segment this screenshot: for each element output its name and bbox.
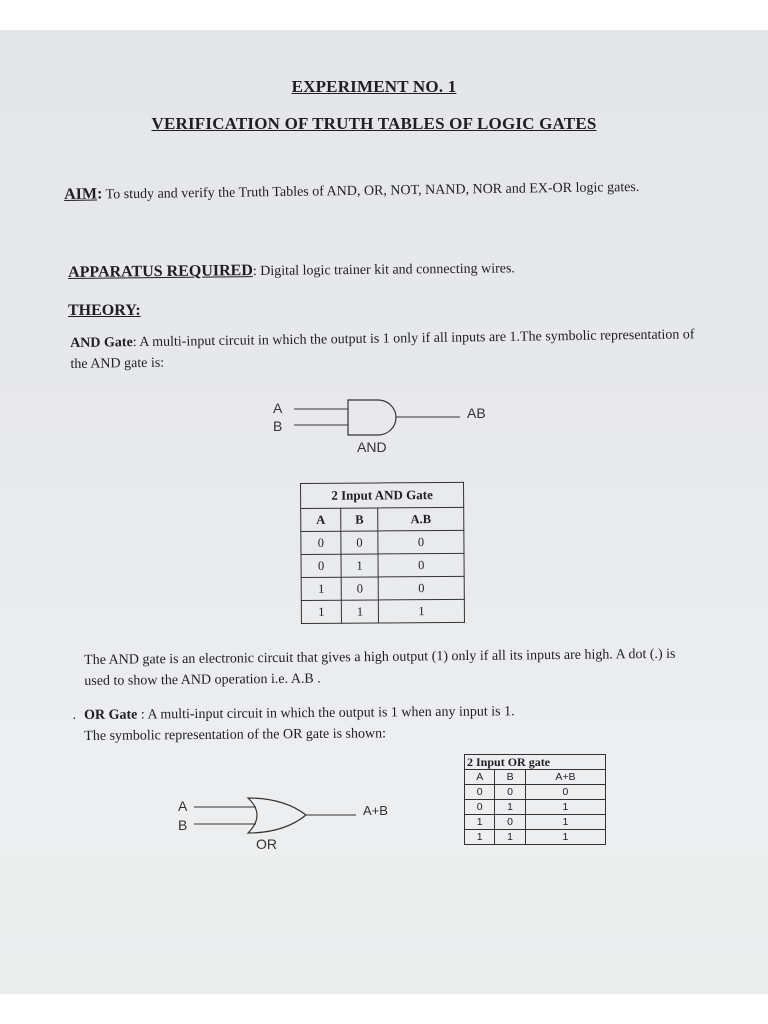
and-gate-label: AND Gate: [70, 335, 133, 351]
table-row: [465, 830, 606, 845]
or-gate-label: OR Gate: [84, 707, 138, 723]
table-cell: 1: [301, 577, 341, 600]
experiment-number: EXPERIMENT NO. 1: [291, 77, 457, 96]
and-gate-description: The AND gate is an electronic circuit that gives a high output (1) only if all its inputs are high. A dot (.) is used to show the AND operation i.e. A.B .: [84, 646, 676, 689]
and-gate-intro: [70, 324, 701, 375]
and-gate-symbol: [260, 395, 500, 465]
or-input-a-label: A: [178, 798, 188, 814]
image-top-border: [0, 0, 768, 30]
table-row: [465, 800, 606, 815]
and-symbol-name: AND: [357, 439, 387, 455]
and-output-label: AB: [467, 405, 486, 421]
or-symbol-name: OR: [256, 836, 277, 852]
table-cell: 1: [495, 830, 525, 845]
table-cell: 0: [341, 531, 378, 554]
table-cell: 1: [465, 815, 495, 830]
table-cell: 0: [378, 576, 464, 600]
or-table-header: A+B: [525, 770, 605, 785]
or-gate-intro: [84, 700, 704, 747]
table-cell: 0: [301, 554, 341, 577]
or-table-caption: 2 Input OR gate: [465, 755, 606, 770]
table-cell: 0: [525, 785, 605, 800]
table-cell: 0: [378, 530, 464, 554]
and-input-a-label: A: [273, 400, 283, 416]
or-table-header: B: [495, 770, 525, 785]
apparatus-colon: :: [252, 264, 257, 280]
table-cell: 1: [301, 600, 341, 623]
table-cell: 0: [465, 800, 495, 815]
table-cell: 1: [525, 830, 605, 845]
or-gate-intro-text: : A multi-input circuit in which the output is 1 when any input is 1.: [137, 704, 515, 723]
aim-colon: :: [96, 185, 103, 203]
table-row: [301, 530, 464, 554]
table-cell: 1: [525, 815, 605, 830]
table-cell: 0: [378, 553, 464, 577]
page-title: VERIFICATION OF TRUTH TABLES OF LOGIC GATES: [151, 114, 597, 133]
theory-colon: :: [135, 302, 141, 319]
table-cell: 1: [495, 800, 525, 815]
or-gate-intro-line2: The symbolic representation of the OR gate is shown:: [84, 726, 387, 744]
table-cell: 1: [341, 600, 378, 623]
and-truth-table: [300, 482, 465, 624]
table-row: [465, 815, 606, 830]
apparatus-text: Digital logic trainer kit and connecting wires.: [256, 261, 515, 280]
table-row: [465, 785, 606, 800]
theory-heading: [68, 302, 141, 320]
table-cell: 1: [379, 599, 465, 623]
table-cell: 1: [465, 830, 495, 845]
and-input-b-label: B: [273, 418, 283, 434]
aim-label: AIM: [64, 185, 98, 203]
or-bullet: ·: [72, 712, 77, 727]
image-bottom-border: [0, 994, 768, 1024]
table-row: [301, 599, 464, 623]
table-cell: 0: [341, 577, 378, 600]
table-cell: 0: [495, 785, 525, 800]
and-table-caption: 2 Input AND Gate: [301, 482, 464, 508]
table-row: [301, 576, 464, 600]
and-gate-intro-text: : A multi-input circuit in which the output is 1 only if all inputs are 1.The symbolic representation of the AND gate is:: [70, 327, 695, 372]
table-cell: 0: [301, 531, 341, 554]
or-input-b-label: B: [178, 817, 188, 833]
and-table-header: B: [341, 508, 378, 531]
table-cell: 0: [465, 785, 495, 800]
or-table-header: A: [465, 770, 495, 785]
or-truth-table: [464, 754, 606, 845]
table-row: [301, 553, 464, 577]
or-gate-symbol: [170, 795, 420, 860]
apparatus-label: APPARATUS REQUIRED: [68, 262, 253, 281]
table-cell: 1: [525, 800, 605, 815]
table-cell: 1: [341, 554, 378, 577]
and-table-header: A.B: [378, 507, 464, 531]
aim-text: To study and verify the Truth Tables of AND, OR, NOT, NAND, NOR and EX-OR logic gates.: [102, 179, 640, 203]
and-table-header: A: [301, 508, 341, 531]
theory-label: THEORY: [68, 302, 136, 319]
or-output-label: A+B: [363, 803, 388, 818]
table-cell: 0: [495, 815, 525, 830]
